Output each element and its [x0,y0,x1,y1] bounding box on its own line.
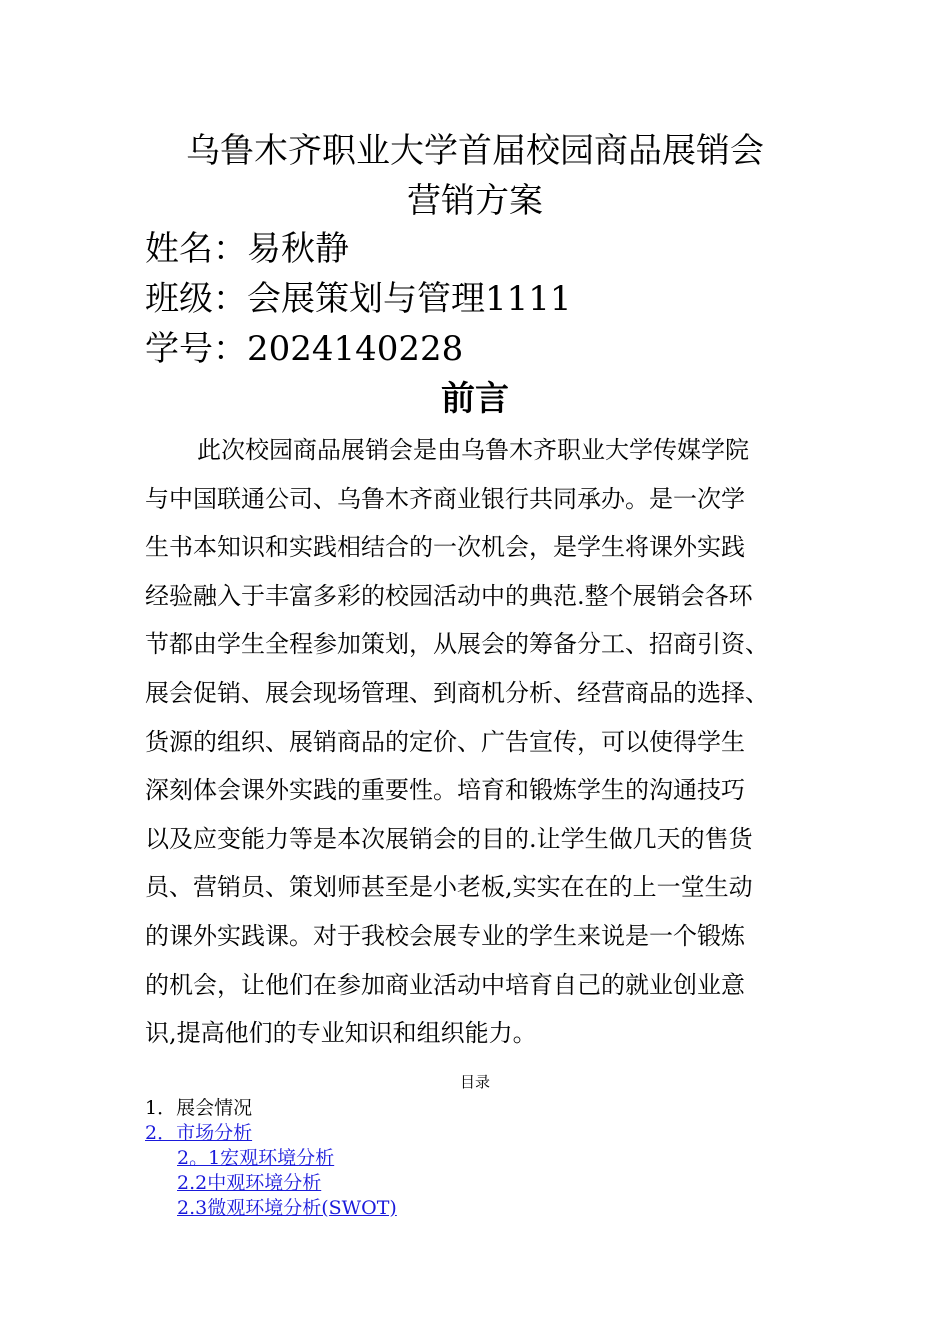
toc-link-micro-analysis-swot[interactable]: 2.3微观环境分析(SWOT) [177,1197,397,1219]
preface-paragraph [145,426,805,1058]
paragraph-line: 展会促销、展会现场管理、到商机分析、经营商品的选择、 [145,678,769,707]
preface-heading: 前言 [441,379,509,419]
paragraph-line: 节都由学生全程参加策划，从展会的筹备分工、招商引资、 [145,630,769,659]
student-class: 班级：会展策划与管理1111 [145,279,572,319]
toc-item-exhibition-overview: 1．展会情况 [145,1097,253,1119]
paragraph-line: 以及应变能力等是本次展销会的目的.让学生做几天的售货 [145,824,753,853]
toc-title: 目录 [459,1073,490,1091]
paragraph-line: 深刻体会课外实践的重要性。培育和锻炼学生的沟通技巧 [145,776,745,805]
paragraph-line: 的课外实践课。对于我校会展专业的学生来说是一个锻炼 [145,921,745,950]
paragraph-line: 的机会，让他们在参加商业活动中培育自己的就业创业意 [145,970,745,999]
document-title-line-1: 乌鲁木齐职业大学首届校园商品展销会 [186,131,764,171]
paragraph-line: 员、营销员、策划师甚至是小老板,实实在在的上一堂生动 [145,873,753,902]
student-id: 学号：2024140228 [145,329,464,369]
paragraph-line: 经验融入于丰富多彩的校园活动中的典范.整个展销会各环 [145,581,753,610]
toc-link-market-analysis[interactable]: 2．市场分析 [145,1122,253,1144]
toc-link-meso-analysis[interactable]: 2.2中观环境分析 [177,1172,322,1194]
toc-link-macro-analysis[interactable]: 2。1宏观环境分析 [177,1147,335,1169]
table-of-contents [145,1096,397,1221]
paragraph-line: 识,提高他们的专业知识和组织能力。 [145,1019,537,1048]
paragraph-line: 生书本知识和实践相结合的一次机会，是学生将课外实践 [145,533,745,562]
paragraph-line: 与中国联通公司、乌鲁木齐商业银行共同承办。是一次学 [145,484,745,513]
paragraph-line: 此次校园商品展销会是由乌鲁木齐职业大学传媒学院 [197,436,749,464]
student-name: 姓名：易秋静 [145,229,349,269]
document-title-line-2: 营销方案 [407,181,543,221]
paragraph-line: 货源的组织、展销商品的定价、广告宣传，可以使得学生 [145,727,745,756]
